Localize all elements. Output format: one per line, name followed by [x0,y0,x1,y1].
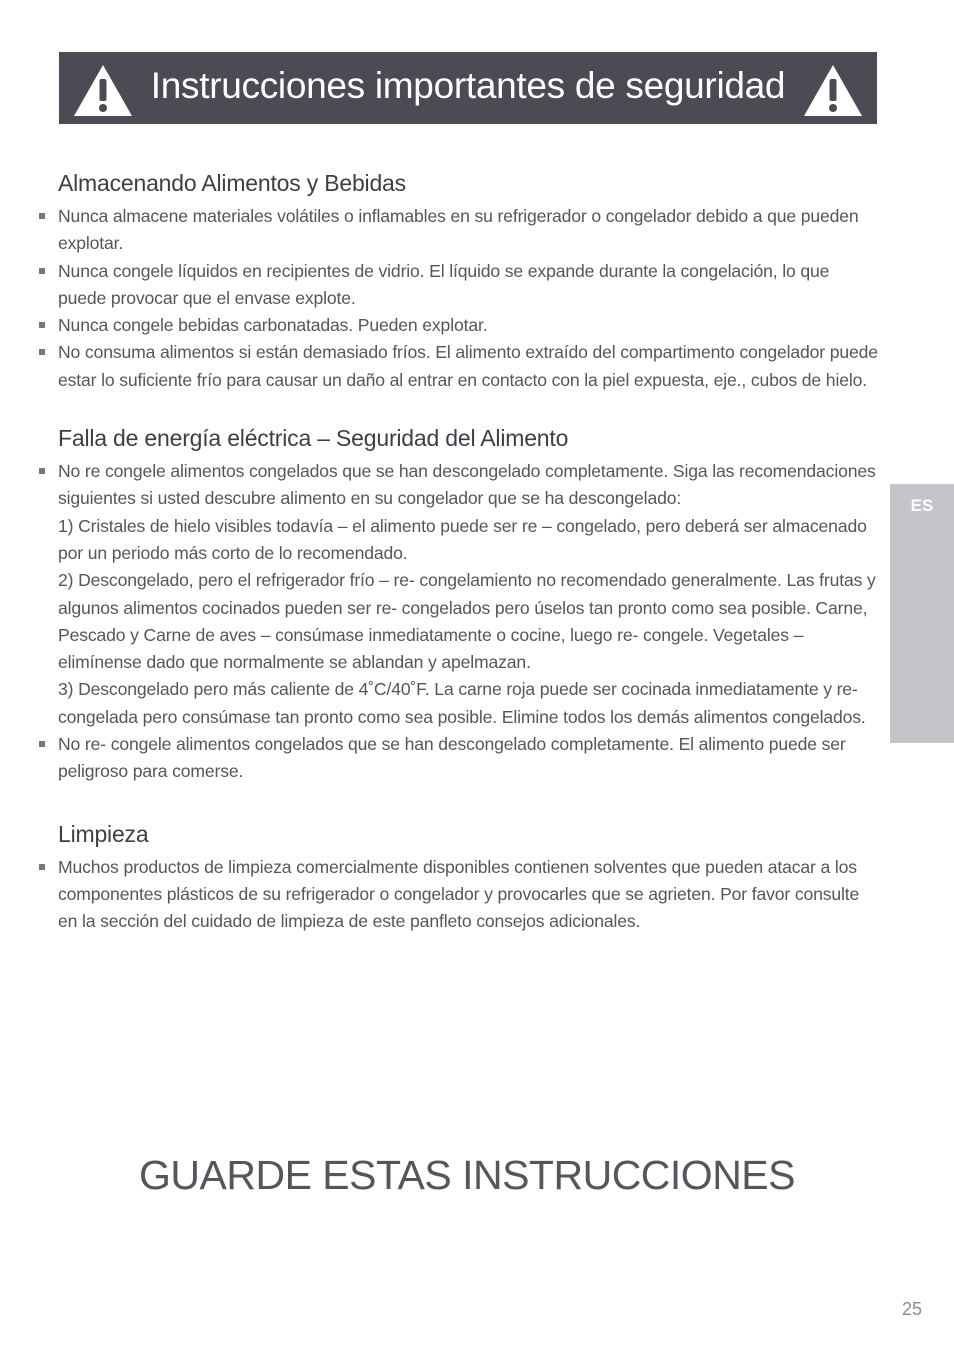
list-item: Muchos productos de limpieza comercialmente disponibles contienen solventes que pueden atacar a los componentes plásticos de su refrigerador o congelador y provocarles que se agrieten. Por favor consulte en la sección del cuidado de limpieza de este panfleto consejos adicionales. [58,854,878,936]
section-storing-food [58,168,878,394]
list-item: Nunca almacene materiales volátiles o inflamables en su refrigerador o congelador debido a que pueden explotar. [58,203,878,258]
list-item: Nunca congele líquidos en recipientes de vidrio. El líquido se expande durante la congelación, lo que puede provocar que el envase explote. [58,258,878,313]
bullet-square-icon [39,213,45,219]
section-power-failure [58,423,878,786]
safety-banner [59,52,877,124]
list-item: No consuma alimentos si están demasiado fríos. El alimento extraído del compartimento congelador puede estar lo suficiente frío para causar un daño al entrar en contacto con la piel expuesta, eje., cubos de hielo. [58,339,878,394]
section-cleaning [58,819,878,936]
list-item: No re congele alimentos congelados que se han descongelado completamente. Siga las recomendaciones siguientes si usted descubre alimento en su congelador que se ha descongelado: 1) Cristales de hielo visibles todavía – el alimento puede ser re – congelado, pero deberá ser almacenado por un periodo más corto de lo recomendado. 2) Descongelado, pero el refrigerador frío – re- congelamiento no recomendado generalmente. Las frutas y algunos alimentos cocinados pueden ser re- congelados pero úselos tan pronto como sea posible. Carne, Pescado y Carne de aves – consúmase inmediatamente o cocine, luego re- congele. Vegetales – elimínense dado que normalmente se ablandan y apelmazan. 3) Descongelado pero más caliente de 4˚C/40˚F. La carne roja puede ser cocinada inmediatamente y re- congelada pero consúmase tan pronto como sea posible. Elimine todos los demás alimentos congelados. [58,458,878,731]
section-title: Almacenando Alimentos y Bebidas [58,170,406,196]
language-tab-label: ES [910,496,934,515]
list-item: No re- congele alimentos congelados que se han descongelado completamente. El alimento puede ser peligroso para comerse. [58,731,878,786]
bullet-list [58,203,878,394]
bullet-square-icon [39,349,45,355]
bullet-square-icon [39,322,45,328]
bullet-square-icon [39,268,45,274]
warning-triangle-icon [72,62,134,118]
page-title: Instrucciones importantes de seguridad [150,65,786,106]
bullet-list [58,458,878,786]
bullet-square-icon [39,741,45,747]
bullet-list [58,854,878,936]
language-tab [890,484,954,743]
list-item: Nunca congele bebidas carbonatadas. Pueden explotar. [58,312,878,339]
section-title: Limpieza [58,820,149,847]
bullet-square-icon [39,864,45,870]
warning-triangle-icon [802,62,864,118]
save-instructions-note: GUARDE ESTAS INSTRUCCIONES [139,1152,795,1198]
bullet-square-icon [39,468,45,474]
instructions-content [58,168,878,936]
page-number: 25 [901,1299,922,1319]
section-title: Falla de energía eléctrica – Seguridad del Alimento [58,425,569,452]
